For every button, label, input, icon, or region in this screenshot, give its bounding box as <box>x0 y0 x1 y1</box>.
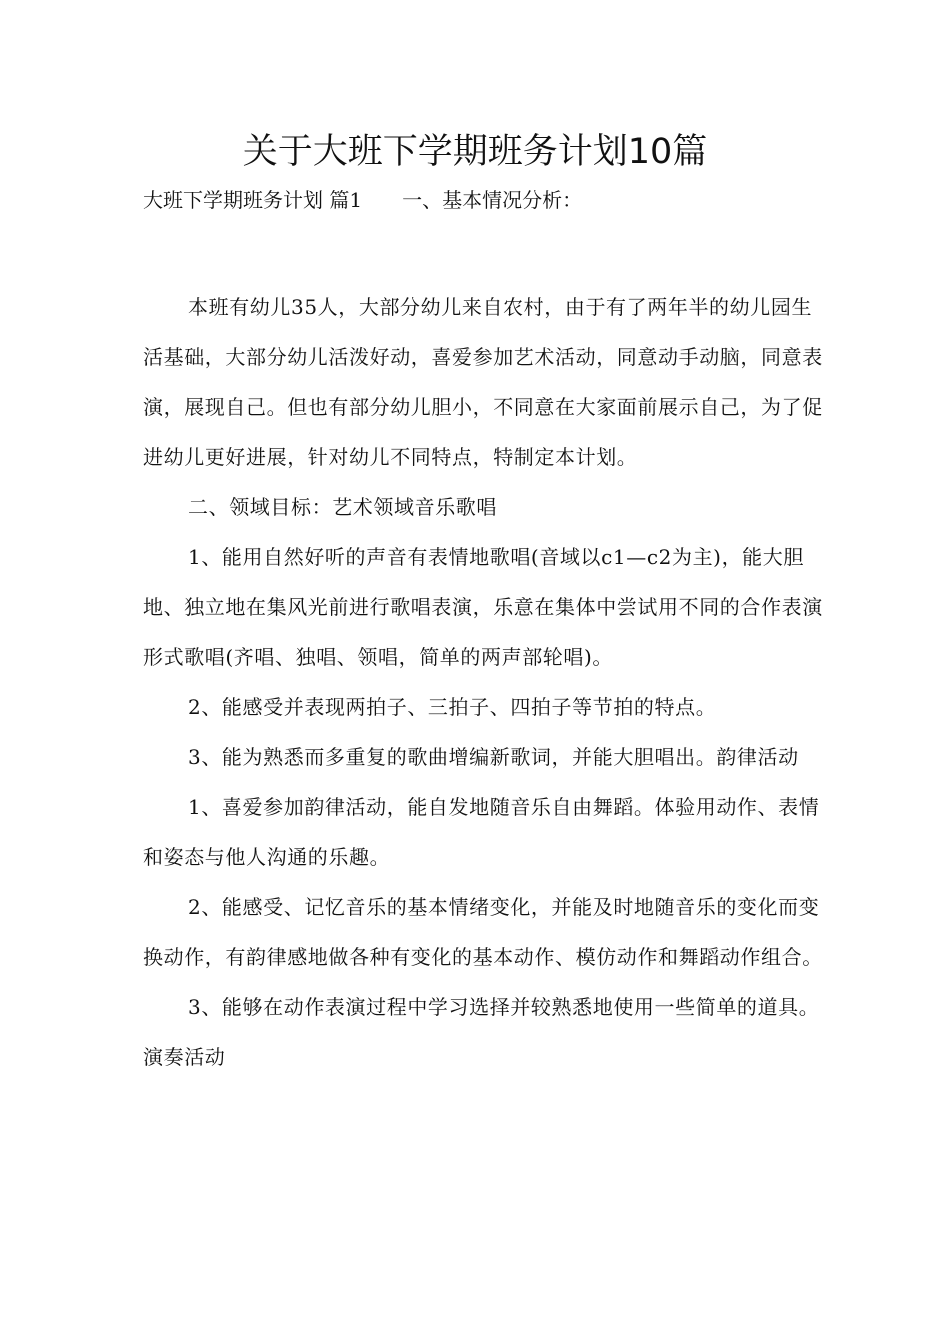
paragraph-singing-2: 2、能感受并表现两拍子、三拍子、四拍子等节拍的特点。 <box>188 695 717 719</box>
paragraph-situation: 本班有幼儿35人，大部分幼儿来自农村，由于有了两年半的幼儿园生活基础，大部分幼儿活泼好动，喜爱参加艺术活动，同意动手动脑，同意表演，展现自己。但也有部分幼儿胆小，不同意在大家面前展示自己，为了促进幼儿更好进展，针对幼儿不同特点，特制定本计划。 <box>143 295 823 469</box>
paragraph-rhythm-1: 1、喜爱参加韵律活动，能自发地随音乐自由舞蹈。体验用动作、表情和姿态与他人沟通的乐趣。 <box>143 795 820 869</box>
paragraph-goals-heading: 二、领域目标：艺术领域音乐歌唱 <box>188 495 497 519</box>
paragraph-rhythm-3: 3、能够在动作表演过程中学习选择并较熟悉地使用一些简单的道具。演奏活动 <box>143 995 820 1069</box>
document-body <box>143 282 825 1082</box>
paragraph-singing-3: 3、能为熟悉而多重复的歌曲增编新歌词，并能大胆唱出。韵律活动 <box>188 745 799 769</box>
section-subheading: 大班下学期班务计划 篇1 一、基本情况分析： <box>143 188 583 212</box>
paragraph-rhythm-2: 2、能感受、记忆音乐的基本情绪变化，并能及时地随音乐的变化而变换动作，有韵律感地做各种有变化的基本动作、模仿动作和舞蹈动作组合。 <box>143 895 823 969</box>
paragraph-singing-1: 1、能用自然好听的声音有表情地歌唱(音域以c1—c2为主)，能大胆地、独立地在集风光前进行歌唱表演，乐意在集体中尝试用不同的合作表演形式歌唱(齐唱、独唱、领唱，简单的两声部轮唱)。 <box>143 545 823 669</box>
document-title: 关于大班下学期班务计划10篇 <box>242 132 708 172</box>
